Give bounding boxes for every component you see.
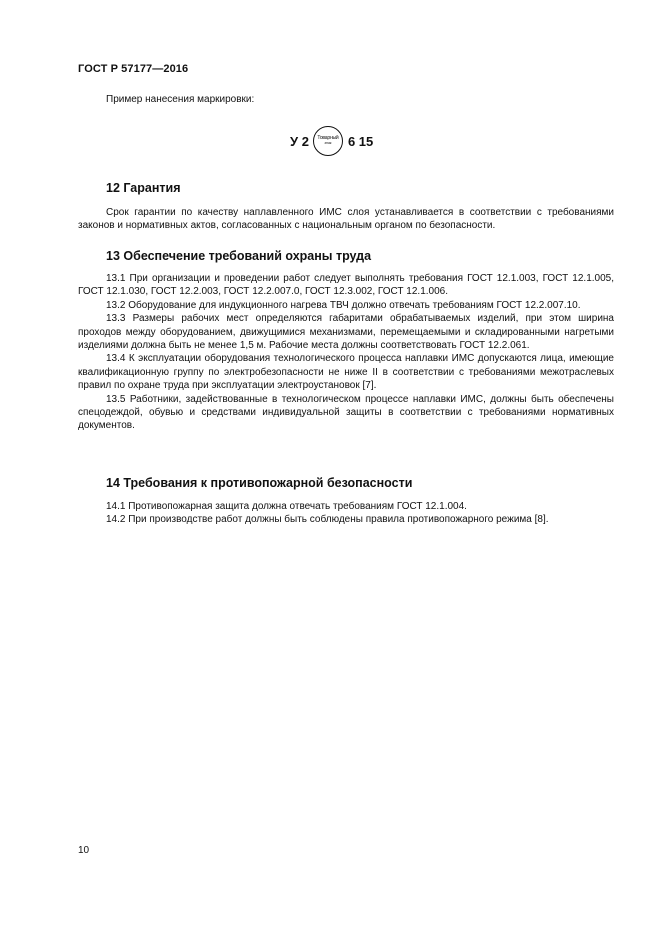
marking-code-left: У 2 [290,133,309,149]
seal-text-line1: Товарный [317,135,339,141]
seal-text-line2: знак [324,141,332,145]
paragraph: Срок гарантии по качеству наплавленного ИМС слоя устанавливается в соответствии с требованиями законов и нормативных актов, согласованных с национальным органом по безопасности. [78,207,614,232]
page-number: 10 [78,845,90,856]
section-13-title: 13 Обеспечение требований охраны труда [106,249,372,263]
paragraph-13-3: 13.3 Размеры рабочих мест определяются габаритами обрабатываемых изделий, при этом ширина проходов между оборудованием, движущимися механизмами, перемещаемыми и складированными нагретыми изделиями должна быть не менее 1,5 м. Рабочие места должны соответствовать ГОСТ 12.2.061. [78,313,614,352]
paragraph-14-1: 14.1 Противопожарная защита должна отвечать требованиям ГОСТ 12.1.004. [106,501,467,512]
marking-example [290,126,373,156]
paragraph-14-2: 14.2 При производстве работ должны быть соблюдены правила противопожарного режима [8]. [106,514,549,526]
paragraph-13-1: 13.1 При организации и проведении работ следует выполнять требования ГОСТ 12.1.003, ГОСТ 12.1.005, ГОСТ 12.1.030, ГОСТ 12.2.003, ГОСТ 12.2.007.0, ГОСТ 12.3.002, ГОСТ 12.1.006. [78,273,614,298]
paragraph-13-2: 13.2 Оборудование для индукционного нагрева ТВЧ должно отвечать требованиям ГОСТ 12.2.007.10. [106,299,581,311]
trademark-seal [313,126,343,156]
paragraph-13-4: 13.4 К эксплуатации оборудования технологического процесса наплавки ИМС допускаются лица, имеющие квалификационную группу по электробезопасности не ниже II в соответствии с требованиями межотраслевых правил по охране труда при эксплуатации электроустановок [7]. [78,353,614,392]
section-13-body [78,272,614,433]
section-14-body [78,500,614,527]
section-14-title: 14 Требования к противопожарной безопасности [106,476,413,490]
marking-example-label: Пример нанесения маркировки: [106,94,255,105]
document-header: ГОСТ Р 57177—2016 [78,63,189,75]
marking-code-right: 6 15 [347,133,374,149]
section-12-body [78,206,614,233]
paragraph-13-5: 13.5 Работники, задействованные в технологическом процессе наплавки ИМС, должны быть обеспечены спецодеждой, обувью и средствами индивидуальной защиты в соответствии с требованиями нормативных документов. [78,393,614,432]
section-12-title: 12 Гарантия [106,181,181,195]
